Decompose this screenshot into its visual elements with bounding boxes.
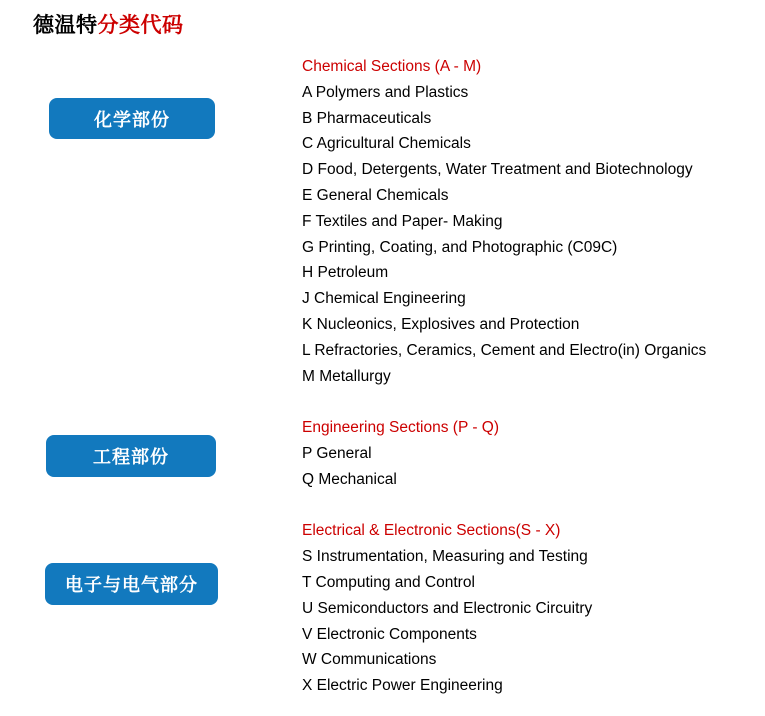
page-title-black-part: 德温特	[33, 14, 98, 37]
list-item-c: C Agricultural Chemicals	[302, 135, 471, 153]
list-item-g: G Printing, Coating, and Photographic (C09C)	[302, 238, 618, 256]
list-item-s: S Instrumentation, Measuring and Testing	[302, 548, 588, 566]
engineering-section-button[interactable]: 工程部份	[46, 435, 216, 477]
list-item-q: Q Mechanical	[302, 470, 397, 488]
list-item-m: M Metallurgy	[302, 367, 391, 385]
section-electrical	[302, 518, 706, 699]
page-title	[33, 9, 184, 39]
list-item-t: T Computing and Control	[302, 573, 475, 591]
section-header-chemical: Chemical Sections (A - M)	[302, 58, 482, 75]
chemical-section-button[interactable]: 化学部份	[49, 98, 215, 139]
list-item-l: L Refractories, Ceramics, Cement and Electro(in) Organics	[302, 341, 707, 359]
section-chemical	[302, 54, 706, 389]
list-item-d: D Food, Detergents, Water Treatment and Biotechnology	[302, 161, 693, 179]
section-engineering	[302, 415, 706, 492]
list-item-u: U Semiconductors and Electronic Circuitry	[302, 599, 593, 617]
section-header-engineering: Engineering Sections (P - Q)	[302, 419, 500, 437]
section-header-electrical: Electrical & Electronic Sections(S - X)	[302, 522, 561, 540]
page-title-red-part: 分类代码	[97, 14, 184, 37]
list-item-f: F Textiles and Paper- Making	[302, 212, 503, 230]
list-item-w: W Communications	[302, 651, 437, 669]
electrical-section-button[interactable]: 电子与电气部分	[45, 563, 218, 605]
list-item-p: P General	[302, 444, 372, 462]
list-item-b: B Pharmaceuticals	[302, 109, 432, 127]
sections-column	[302, 54, 706, 699]
list-item-x: X Electric Power Engineering	[302, 677, 503, 695]
list-item-j: J Chemical Engineering	[302, 290, 466, 308]
list-item-k: K Nucleonics, Explosives and Protection	[302, 315, 580, 333]
list-item-v: V Electronic Components	[302, 625, 477, 643]
list-item-e: E General Chemicals	[302, 186, 449, 204]
list-item-a: A Polymers and Plastics	[302, 83, 469, 101]
list-item-h: H Petroleum	[302, 264, 389, 282]
